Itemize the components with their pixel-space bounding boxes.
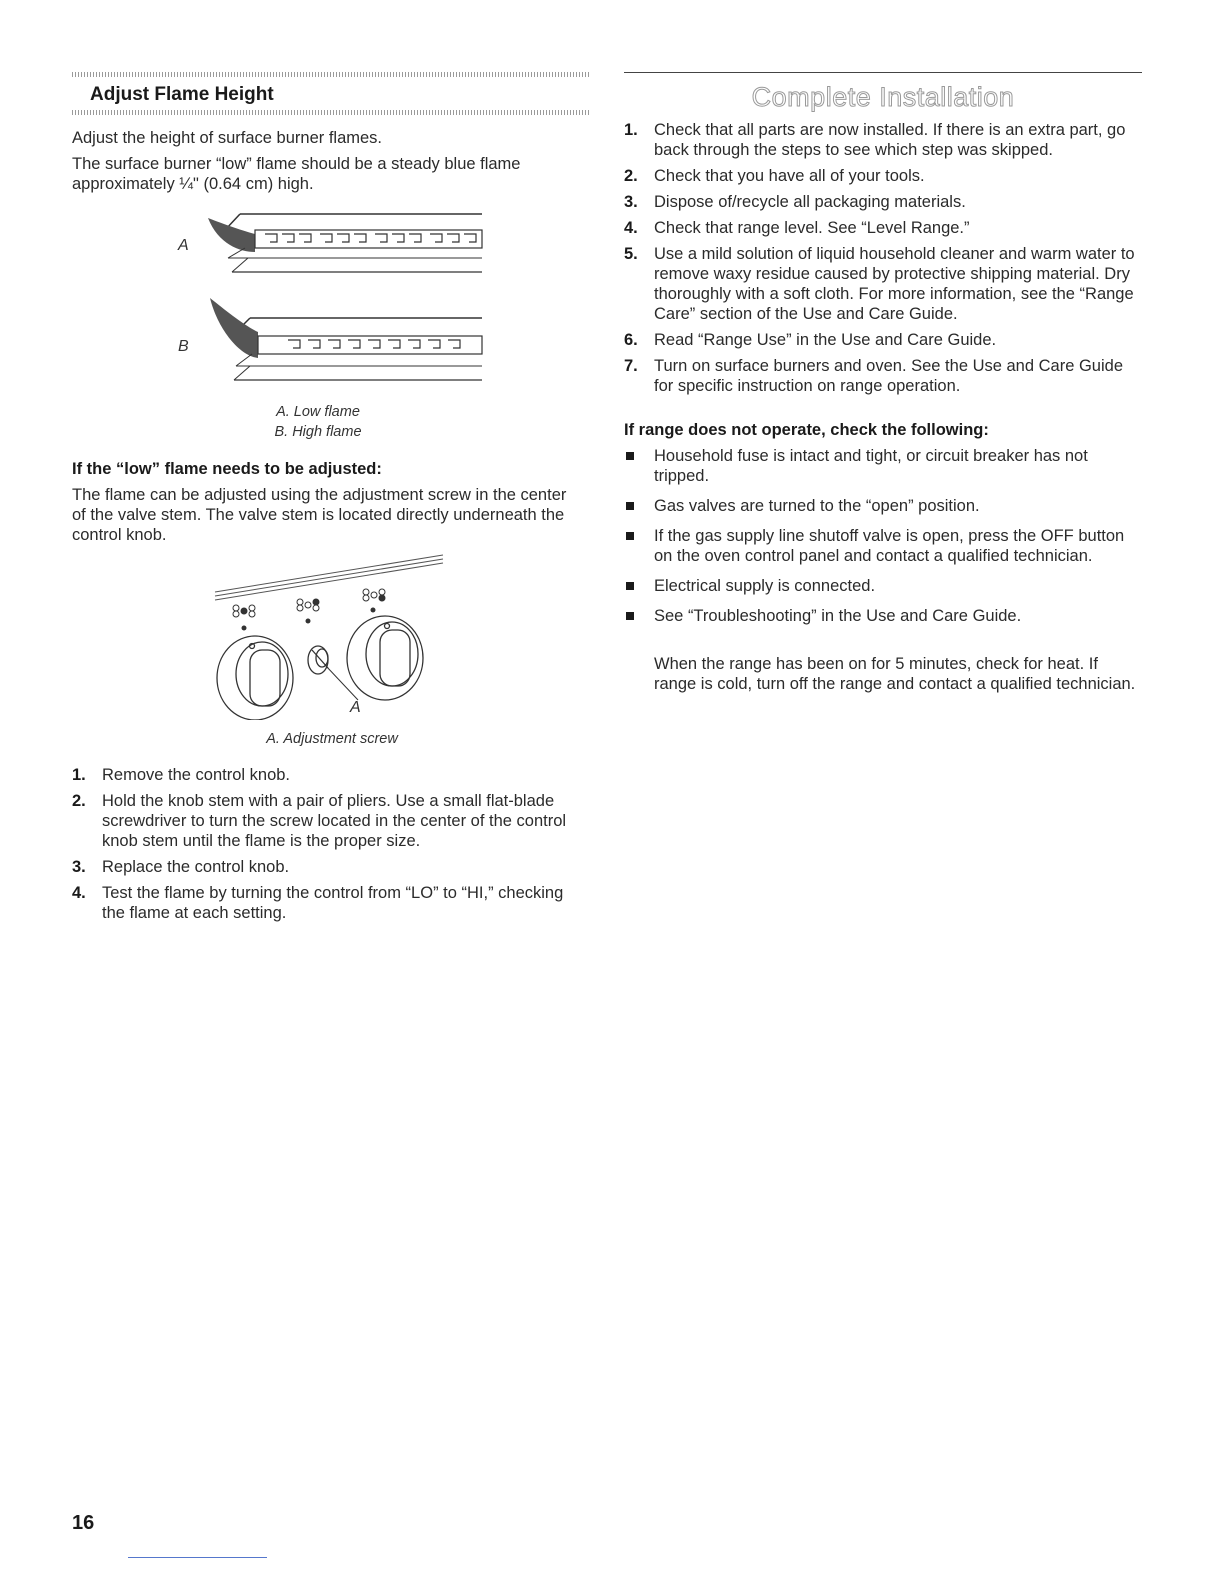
bullet-square-icon: [626, 532, 634, 540]
low-flame-heading: If the “low” flame needs to be adjusted:: [72, 460, 382, 478]
bullet-square-icon: [626, 452, 634, 460]
list-item: 3. Replace the control knob.: [72, 858, 290, 876]
right-column-rule: [624, 72, 1142, 73]
flame-steps-list: [72, 765, 577, 929]
complete-installation-title: Complete Installation: [751, 82, 1015, 112]
check-heading: If range does not operate, check the following:: [624, 421, 989, 439]
knob-label-a: A: [350, 699, 361, 716]
list-item: 1. Check that all parts are now installed. If there is an extra part, go back through the steps to see which step was skipped.: [624, 121, 1126, 159]
page-number: 16: [72, 1512, 95, 1534]
list-item: Gas valves are turned to the “open” position.: [624, 496, 1139, 516]
flame-height-illustration: [170, 200, 500, 400]
flame-label-b: B: [178, 338, 189, 355]
flame-label-a: A: [178, 237, 189, 254]
list-item: 6. Read “Range Use” in the Use and Care Guide.: [624, 331, 997, 349]
control-knob-right: [347, 616, 423, 700]
list-item: 4. Test the flame by turning the control from “LO” to “HI,” checking the flame at each setting.: [72, 884, 564, 922]
bullet-square-icon: [626, 502, 634, 510]
flame-caption-a: A. Low flame: [276, 404, 360, 420]
control-knob-illustration: [200, 550, 460, 720]
knob-caption: A. Adjustment screw: [266, 731, 398, 747]
footer-rule: [128, 1557, 267, 1558]
list-item: Electrical supply is connected.: [624, 576, 1139, 596]
low-flame-burner: [208, 214, 482, 272]
section-top-rule: [72, 72, 590, 77]
list-item: 7. Turn on surface burners and oven. See the Use and Care Guide for specific instruction on range operation.: [624, 357, 1124, 395]
installation-steps-list: [624, 120, 1139, 402]
high-flame-burner: [210, 298, 482, 380]
section-title: Adjust Flame Height: [90, 84, 274, 105]
check-list: [624, 446, 1139, 636]
valve-stem-screw: [308, 646, 328, 674]
bullet-square-icon: [626, 612, 634, 620]
flame-caption-b: B. High flame: [274, 424, 362, 440]
list-item: 1. Remove the control knob.: [72, 766, 291, 784]
list-item: If the gas supply line shutoff valve is open, press the OFF button on the oven control panel and contact a qualified technician.: [624, 526, 1139, 566]
list-item: 3. Dispose of/recycle all packaging materials.: [624, 193, 966, 211]
control-knob-left: [217, 636, 293, 720]
list-item: See “Troubleshooting” in the Use and Care Guide.: [624, 606, 1139, 626]
section-bottom-rule: [72, 110, 590, 115]
list-item: 5. Use a mild solution of liquid household cleaner and warm water to remove waxy residue caused by protective shipping material. Dry thoroughly with a soft cloth. For more information, see the “Range Care” section of the Use and Care Guide.: [624, 245, 1135, 323]
bullet-square-icon: [626, 582, 634, 590]
intro-paragraph-2: The surface burner “low” flame should be a steady blue flame approximately ¼" (0.64 cm) high.: [72, 155, 521, 193]
list-item: 2. Hold the knob stem with a pair of pliers. Use a small flat-blade screwdriver to turn the screw located in the center of the control knob stem until the flame is the proper size.: [72, 792, 567, 850]
list-item: 2. Check that you have all of your tools.: [624, 167, 925, 185]
list-item: 4. Check that range level. See “Level Range.”: [624, 219, 970, 237]
low-flame-paragraph: The flame can be adjusted using the adjustment screw in the center of the valve stem. The valve stem is located directly underneath the control knob.: [72, 486, 567, 544]
closing-paragraph: When the range has been on for 5 minutes, check for heat. If range is cold, turn off the range and contact a qualified technician.: [654, 655, 1136, 693]
intro-paragraph-1: Adjust the height of surface burner flames.: [72, 129, 383, 147]
list-item: Household fuse is intact and tight, or circuit breaker has not tripped.: [624, 446, 1139, 486]
